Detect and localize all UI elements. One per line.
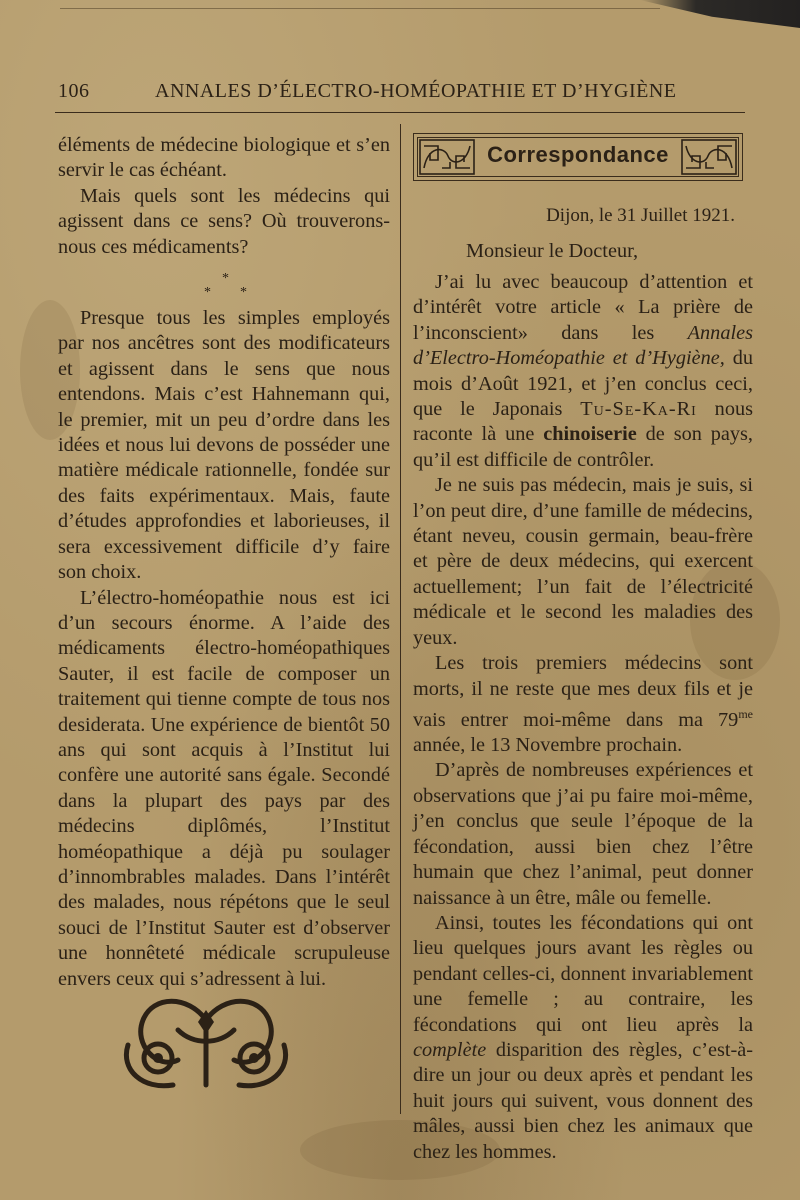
letter-paragraph <box>413 270 753 473</box>
paragraph: éléments de médecine biologique et s’en servir le cas échéant. <box>58 134 390 182</box>
letter-paragraph <box>413 911 753 1165</box>
letter-paragraph: Je ne suis pas médecin, mais je suis, si l’on peut dire, d’une famille de médecins, étant neveu, cousin germain, beau-frère et père de deux médecins, qui exercent actuellement; l’un fait de l’électricité médicale et le second les maladies des yeux. <box>413 474 753 649</box>
author-name: Tu-Se-Ka-Ri <box>580 398 697 421</box>
page-number: 106 <box>58 80 90 102</box>
text-run: de son pays, qu’il est difficile de contrôler. <box>413 423 753 471</box>
letter-date: Dijon, le 31 Juillet 1921. <box>546 205 735 226</box>
section-heading-box <box>413 133 743 181</box>
column-divider <box>400 124 401 1114</box>
text-run: Ainsi, toutes les fécondations qui ont lieu quelques jours avant les règles ou pendant celles-ci, donnent invariablement une femelle ; au contraire, les fécondations qui ont lieu après la <box>413 911 753 1036</box>
left-column <box>58 133 390 992</box>
paragraph: Presque tous les simples employés par nos ancêtres sont des modificateurs et agissent dans le sens que nous entendons. Mais c’est Hahnemann qui, le premier, mit un peu d’ordre dans les idées et nous lui devons de posséder une matière médicale rationnelle, fondée sur des faits expérimentaux. Mais, faute d’études approfondies et laborieuses, il sera excessivement difficile d’y faire son choix. <box>58 307 390 584</box>
star-glyph: * <box>222 271 229 287</box>
journal-reference: Annales d’Electro-Homéopathie et d’Hygiène, <box>413 321 753 370</box>
star-glyph: * <box>240 285 247 301</box>
right-column <box>413 270 753 1165</box>
text-run: disparition des règles, c’est-à-dire un jour ou deux après et pendant les huit jours qui suivent, vous donnent des mâles, aussi bien chez les animaux que chez les hommes. <box>413 1038 753 1163</box>
header-rule <box>55 112 745 113</box>
star-glyph: * <box>204 285 211 301</box>
ordinal-suffix: me <box>738 706 753 721</box>
text-run: J’ai lu avec beaucoup d’attention et d’intérêt votre article « La prière de l’inconscient» dans les <box>413 271 753 344</box>
paragraph: L’électro-homéopathie nous est ici d’un secours énorme. A l’aide des médicaments électro-homéopathiques Sauter, il est facile de composer un traitement qui tienne compte de tous nos desiderata. Une expérience de bientôt 50 ans qui sont acquis à l’Institut lui confère une autorité sans égale. Secondé dans la plupart des pays par des médecins diplômés, l’Institut homéopathique a déjà pu soulager d’innombrables malades. Dans l’intérêt des malades, nous répétons que le seul souci de l’Institut Sauter est d’observer une honnêteté médicale scrupuleuse envers ceux qui s’adressent à lui. <box>58 586 390 990</box>
torn-corner <box>640 0 800 28</box>
text-run: du mois d’Août 1921, et j’en conclus ceci, que le Japonais <box>413 347 754 421</box>
emphasized-word: chinoiserie <box>543 423 637 446</box>
emphasized-word: complète <box>413 1038 487 1061</box>
text-run: Les trois premiers médecins sont morts, il ne reste que mes deux fils et je vais entrer moi-même dans ma 79 <box>413 652 753 731</box>
text-run: année, le 13 Novembre prochain. <box>413 734 683 757</box>
top-crease <box>60 8 660 9</box>
letter-paragraph <box>413 651 753 758</box>
text-run: nous raconte là une <box>413 398 753 446</box>
section-stars <box>58 260 390 306</box>
journal-title: ANNALES D’ÉLECTRO-HOMÉOPATHIE ET D’HYGIÈNE <box>155 80 677 102</box>
section-title: Correspondance <box>487 142 669 167</box>
paragraph: Mais quels sont les médecins qui agissent dans ce sens? Où trouverons-nous ces médicaments? <box>58 184 390 258</box>
letter-salutation: Monsieur le Docteur, <box>466 240 639 262</box>
letter-paragraph: D’après de nombreuses expériences et observations que j’ai pu faire moi-même, j’en conclus que seule l’époque de la fécondation, aussi bien chez l’être humain que chez l’animal, peut donner naissance à un être, mâle ou femelle. <box>413 759 753 909</box>
greek-key-ornament-icon <box>680 138 738 176</box>
ornament-vignette-icon <box>118 990 294 1100</box>
